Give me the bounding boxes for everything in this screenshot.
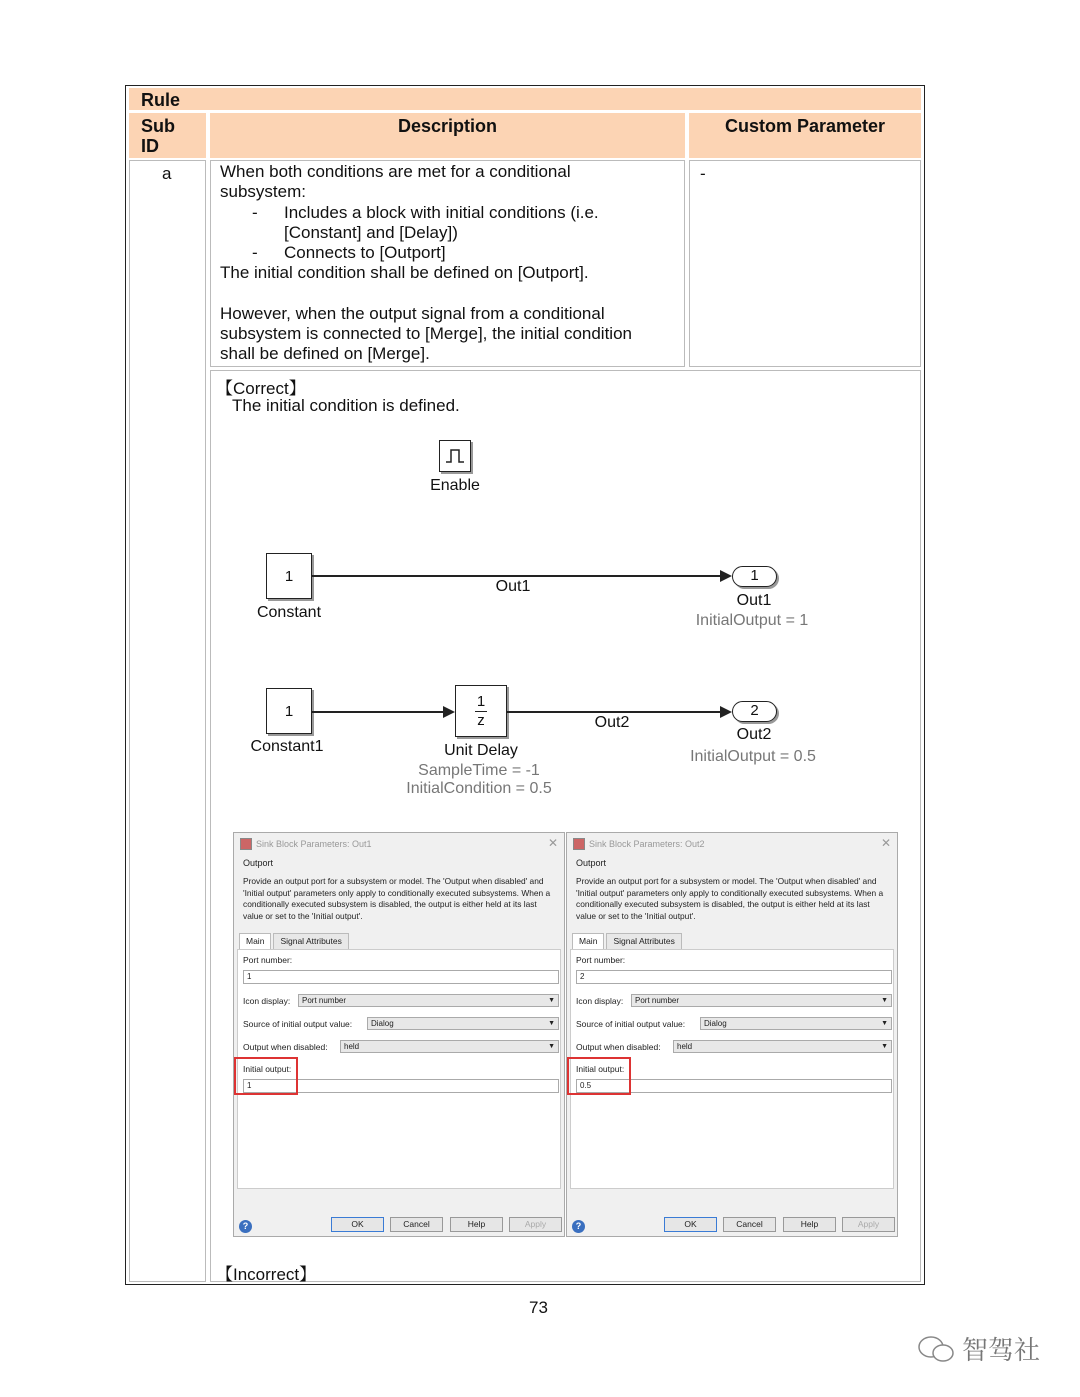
apply-button[interactable]: Apply bbox=[842, 1217, 895, 1232]
initial-output-label: Initial output: bbox=[243, 1064, 292, 1074]
port-number-label: Port number: bbox=[576, 955, 626, 965]
custom-parameter-label: Custom Parameter bbox=[724, 116, 886, 136]
icon-display-label: Icon display: bbox=[243, 996, 291, 1006]
source-label: Source of initial output value: bbox=[576, 1019, 686, 1029]
enable-block bbox=[439, 440, 471, 472]
icon-display-label: Icon display: bbox=[576, 996, 624, 1006]
signal-line-2a bbox=[312, 711, 446, 713]
incorrect-heading: 【Incorrect】 bbox=[216, 1265, 317, 1284]
signal-line-2b bbox=[507, 711, 722, 713]
source-select[interactable] bbox=[700, 1017, 892, 1030]
out1-port: 1 bbox=[732, 566, 777, 587]
icon-display-select[interactable] bbox=[631, 994, 892, 1007]
bullet-text: Connects to [Outport] bbox=[284, 243, 446, 263]
chevron-down-icon: ▼ bbox=[548, 1043, 555, 1050]
ok-button[interactable]: OK bbox=[331, 1217, 384, 1232]
custom-parameter-header bbox=[689, 113, 921, 158]
constant1-block: 1 bbox=[266, 688, 312, 734]
description-text bbox=[220, 162, 680, 365]
group-label: Outport bbox=[243, 858, 274, 868]
desc-exception: However, when the output signal from a conditional subsystem is connected to [Merge], the initial condition shall be defined on [Merge]. bbox=[220, 303, 632, 364]
enable-pulse-icon bbox=[444, 447, 466, 465]
description-label: Description bbox=[397, 116, 498, 136]
signal-line-1 bbox=[312, 575, 722, 577]
help-button[interactable]: Help bbox=[450, 1217, 503, 1232]
signal-label-2: Out2 bbox=[594, 714, 630, 731]
dialog-out1 bbox=[233, 832, 565, 1237]
dialog-title-text: Sink Block Parameters: Out2 bbox=[589, 839, 705, 849]
tab-main[interactable]: Main bbox=[239, 933, 271, 949]
output-disabled-select[interactable] bbox=[673, 1040, 892, 1053]
close-icon[interactable]: ✕ bbox=[547, 836, 558, 850]
apply-button[interactable]: Apply bbox=[509, 1217, 562, 1232]
rule-label: Rule bbox=[141, 90, 181, 110]
watermark bbox=[916, 1330, 1040, 1367]
source-label: Source of initial output value: bbox=[243, 1019, 353, 1029]
block-icon bbox=[573, 838, 585, 850]
desc-rule: The initial condition shall be defined on [Outport]. bbox=[220, 263, 589, 283]
group-label: Outport bbox=[576, 858, 607, 868]
bullet-marker: - bbox=[252, 202, 258, 222]
delay-numerator: 1 bbox=[476, 692, 486, 710]
correct-heading: 【Correct】 bbox=[216, 379, 306, 398]
arrow-1 bbox=[720, 570, 732, 582]
output-disabled-value: held bbox=[344, 1042, 360, 1051]
arrow-2b bbox=[720, 706, 732, 718]
custom-parameter-cell bbox=[689, 160, 921, 367]
ok-button[interactable]: OK bbox=[664, 1217, 717, 1232]
sub-id-label: Sub ID bbox=[141, 116, 175, 156]
cancel-button[interactable]: Cancel bbox=[390, 1217, 443, 1232]
out2-port: 2 bbox=[732, 701, 777, 722]
icon-display-value: Port number bbox=[635, 996, 680, 1005]
unit-delay-block bbox=[455, 685, 507, 737]
help-button[interactable]: Help bbox=[783, 1217, 836, 1232]
sub-id-header bbox=[129, 113, 206, 158]
initial-output-input[interactable]: 1 bbox=[243, 1079, 559, 1093]
output-disabled-select[interactable] bbox=[340, 1040, 559, 1053]
tab-bar bbox=[572, 933, 684, 949]
chevron-down-icon: ▼ bbox=[881, 1043, 888, 1050]
highlight-box bbox=[567, 1057, 631, 1095]
out1-param: InitialOutput = 1 bbox=[695, 612, 809, 629]
desc-bullet bbox=[220, 203, 680, 244]
tab-main[interactable]: Main bbox=[572, 933, 604, 949]
chevron-down-icon: ▼ bbox=[881, 1020, 888, 1027]
arrow-2a bbox=[443, 706, 455, 718]
cancel-button[interactable]: Cancel bbox=[723, 1217, 776, 1232]
desc-intro: When both conditions are met for a conditional subsystem: bbox=[220, 162, 571, 202]
initial-output-label: Initial output: bbox=[576, 1064, 625, 1074]
sub-id-cell bbox=[129, 160, 206, 1282]
constant-label: Constant bbox=[256, 604, 322, 621]
icon-display-value: Port number bbox=[302, 996, 347, 1005]
source-select[interactable] bbox=[367, 1017, 559, 1030]
out1-label: Out1 bbox=[736, 592, 772, 609]
dialog-title bbox=[240, 838, 372, 850]
tab-signal-attributes[interactable]: Signal Attributes bbox=[273, 933, 348, 949]
wechat-icon bbox=[916, 1334, 956, 1364]
dialog-out2 bbox=[566, 832, 898, 1237]
page-number: 73 bbox=[529, 1298, 548, 1317]
source-value: Dialog bbox=[704, 1019, 727, 1028]
port-number-input[interactable]: 2 bbox=[576, 970, 892, 984]
rule-header bbox=[129, 88, 921, 110]
dialog-title bbox=[573, 838, 705, 850]
unit-delay-param-2: InitialCondition = 0.5 bbox=[406, 780, 552, 797]
help-question-icon[interactable]: ? bbox=[572, 1220, 585, 1233]
tab-bar bbox=[239, 933, 351, 949]
output-disabled-label: Output when disabled: bbox=[243, 1042, 328, 1052]
out2-label: Out2 bbox=[736, 726, 772, 743]
output-disabled-value: held bbox=[677, 1042, 693, 1051]
out2-param: InitialOutput = 0.5 bbox=[690, 748, 816, 765]
help-question-icon[interactable]: ? bbox=[239, 1220, 252, 1233]
enable-label: Enable bbox=[430, 477, 480, 494]
port-number-label: Port number: bbox=[243, 955, 293, 965]
unit-delay-param-1: SampleTime = -1 bbox=[418, 762, 540, 779]
output-disabled-label: Output when disabled: bbox=[576, 1042, 661, 1052]
unit-delay-label: Unit Delay bbox=[444, 742, 518, 759]
custom-parameter-value: - bbox=[700, 164, 706, 183]
bullet-text: Includes a block with initial conditions (i.e. [Constant] and [Delay]) bbox=[284, 202, 599, 242]
tab-signal-attributes[interactable]: Signal Attributes bbox=[606, 933, 681, 949]
desc-bullet bbox=[220, 243, 680, 263]
close-icon[interactable]: ✕ bbox=[880, 836, 891, 850]
description-header bbox=[210, 113, 685, 158]
constant-block: 1 bbox=[266, 553, 312, 599]
chevron-down-icon: ▼ bbox=[881, 997, 888, 1004]
constant1-label: Constant1 bbox=[250, 738, 324, 755]
initial-output-input[interactable]: 0.5 bbox=[576, 1079, 892, 1093]
help-text: Provide an output port for a subsystem or model. The 'Output when disabled' and 'Initial output' parameters only apply to conditionally executed subsystems. When a conditionally executed subsystem is disabled, the output is either held at its last value or set to the 'Initial output'. bbox=[243, 876, 551, 921]
help-text: Provide an output port for a subsystem or model. The 'Output when disabled' and 'Initial output' parameters only apply to conditionally executed subsystems. When a conditionally executed subsystem is disabled, the output is either held at its last value or set to the 'Initial output'. bbox=[576, 876, 884, 921]
chevron-down-icon: ▼ bbox=[548, 997, 555, 1004]
watermark-text: 智驾社 bbox=[962, 1336, 1041, 1366]
highlight-box bbox=[234, 1057, 298, 1095]
dialog-title-text: Sink Block Parameters: Out1 bbox=[256, 839, 372, 849]
block-icon bbox=[240, 838, 252, 850]
port-number-input[interactable]: 1 bbox=[243, 970, 559, 984]
icon-display-select[interactable] bbox=[298, 994, 559, 1007]
delay-denominator: z bbox=[477, 711, 485, 729]
correct-text: The initial condition is defined. bbox=[232, 396, 460, 415]
signal-label-1: Out1 bbox=[495, 578, 531, 595]
bullet-marker: - bbox=[252, 243, 258, 263]
source-value: Dialog bbox=[371, 1019, 394, 1028]
sub-id-value: a bbox=[162, 164, 172, 183]
chevron-down-icon: ▼ bbox=[548, 1020, 555, 1027]
